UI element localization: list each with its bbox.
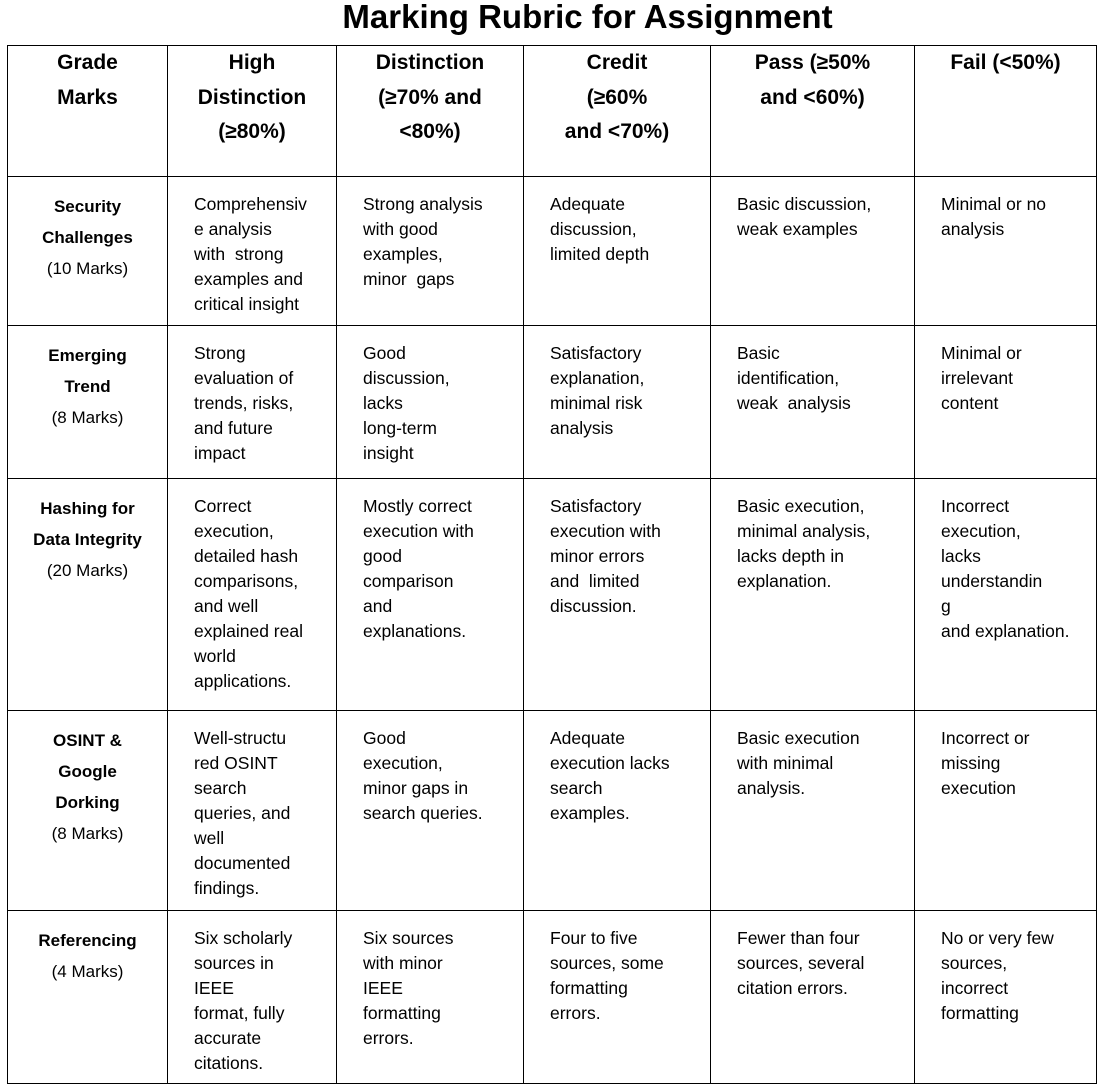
cell-text-line: with minor [363, 953, 443, 973]
cell-text-line: accurate [194, 1028, 262, 1048]
cell-text-line: Mostly correct [363, 496, 472, 516]
cell-text-line: lacks [363, 393, 403, 413]
rubric-cell-pass [711, 326, 915, 479]
rubric-cell-distinction [337, 177, 524, 326]
cell-text-line: Minimal or no [941, 194, 1047, 214]
cell-text-line: discussion. [550, 596, 637, 616]
cell-text-line: examples, [363, 244, 443, 264]
cell-text-line: identification, [737, 368, 840, 388]
cell-text-line: execution, [194, 521, 274, 541]
cell-text-line: comparison [363, 571, 454, 591]
cell-text-line: limited depth [550, 244, 650, 264]
cell-text-line: documented [194, 853, 291, 873]
cell-text-line: Satisfactory [550, 496, 642, 516]
cell-text-line: sources, some [550, 953, 664, 973]
cell-text-line: execution, [363, 753, 443, 773]
cell-text-line: citations. [194, 1053, 264, 1073]
criterion-name: Dorking [55, 793, 120, 812]
cell-text-line: IEEE [194, 978, 234, 998]
header-fail: Fail (<50%) [915, 46, 1097, 177]
rubric-table [7, 45, 1097, 1084]
table-row [8, 911, 1097, 1084]
cell-text-line: Comprehensiv [194, 194, 307, 214]
cell-text-line: well [194, 828, 225, 848]
cell-text-line: execution lacks [550, 753, 670, 773]
cell-text-line: g [941, 596, 951, 616]
criterion-name: Challenges [42, 228, 133, 247]
rubric-cell-credit [524, 177, 711, 326]
cell-text-line: Basic execution, [737, 496, 865, 516]
cell-text-line: citation errors. [737, 978, 848, 998]
cell-text-line: discussion, [550, 219, 637, 239]
cell-text-line: analysis [941, 219, 1005, 239]
cell-text-line: Basic discussion, [737, 194, 872, 214]
criterion-name: OSINT & [53, 731, 122, 750]
criterion-marks: (4 Marks) [51, 962, 124, 981]
cell-text-line: Good [363, 343, 406, 363]
cell-text-line: long-term [363, 418, 437, 438]
rubric-cell-distinction [337, 911, 524, 1084]
cell-text-line: Adequate [550, 194, 625, 214]
cell-text-line: Incorrect or [941, 728, 1030, 748]
cell-text-line: minor gaps in [363, 778, 469, 798]
criterion-name: Google [58, 762, 117, 781]
cell-text-line: applications. [194, 671, 292, 691]
cell-text-line: insight [363, 443, 414, 463]
cell-text-line: execution, [941, 521, 1021, 541]
page-title: Marking Rubric for Assignment [342, 0, 833, 35]
cell-text-line: detailed hash [194, 546, 299, 566]
cell-text-line: format, fully [194, 1003, 285, 1023]
cell-text-line: and future [194, 418, 273, 438]
rubric-cell-fail [915, 711, 1097, 911]
rubric-cell-distinction [337, 326, 524, 479]
cell-text-line: Incorrect [941, 496, 1010, 516]
rubric-cell-pass [711, 177, 915, 326]
cell-text-line: No or very few [941, 928, 1054, 948]
rubric-body [8, 177, 1097, 1084]
criterion-marks: (10 Marks) [46, 259, 129, 278]
criterion-cell [8, 479, 168, 711]
cell-text-line: critical insight [194, 294, 300, 314]
rubric-cell-distinction [337, 479, 524, 711]
cell-text-line: Strong [194, 343, 246, 363]
cell-text-line: irrelevant [941, 368, 1013, 388]
cell-text-line: lacks [941, 546, 981, 566]
cell-text-line: comparisons, [194, 571, 299, 591]
criterion-name: Emerging [48, 346, 127, 365]
cell-text-line: Strong analysis [363, 194, 483, 214]
table-row [8, 479, 1097, 711]
rubric-cell-high-distinction [168, 911, 337, 1084]
header-credit: Credit (≥60% and <70%) [524, 46, 711, 177]
cell-text-line: findings. [194, 878, 260, 898]
cell-text-line: sources, several [737, 953, 865, 973]
cell-text-line: with minimal [737, 753, 834, 773]
cell-text-line: Adequate [550, 728, 625, 748]
cell-text-line: e analysis [194, 219, 272, 239]
criterion-marks: (8 Marks) [51, 824, 124, 843]
cell-text-line: explanation. [737, 571, 832, 591]
cell-text-line: Basic execution [737, 728, 860, 748]
criterion-marks: (8 Marks) [51, 408, 124, 427]
header-grade-marks: Grade Marks [8, 46, 168, 177]
rubric-cell-credit [524, 326, 711, 479]
rubric-cell-high-distinction [168, 479, 337, 711]
cell-text-line: queries, and [194, 803, 291, 823]
cell-text-line: content [941, 393, 999, 413]
criterion-cell [8, 911, 168, 1084]
header-pass: Pass (≥50% and <60%) [711, 46, 915, 177]
rubric-cell-high-distinction [168, 711, 337, 911]
cell-text-line: examples. [550, 803, 630, 823]
cell-text-line: search [550, 778, 603, 798]
cell-text-line: trends, risks, [194, 393, 294, 413]
table-row [8, 177, 1097, 326]
cell-text-line: and explanation. [941, 621, 1070, 641]
cell-text-line: missing [941, 753, 1001, 773]
criterion-name: Trend [64, 377, 111, 396]
header-row [8, 46, 1097, 177]
cell-text-line: search [194, 778, 247, 798]
rubric-cell-fail [915, 911, 1097, 1084]
rubric-cell-fail [915, 479, 1097, 711]
criterion-cell [8, 711, 168, 911]
cell-text-line: Fewer than four [737, 928, 860, 948]
cell-text-line: Satisfactory [550, 343, 642, 363]
cell-text-line: and [363, 596, 393, 616]
rubric-cell-high-distinction [168, 177, 337, 326]
cell-text-line: and well [194, 596, 259, 616]
cell-text-line: and limited [550, 571, 640, 591]
cell-text-line: minor errors [550, 546, 645, 566]
cell-text-line: sources in [194, 953, 274, 973]
criterion-name: Referencing [38, 931, 137, 950]
cell-text-line: Minimal or [941, 343, 1022, 363]
cell-text-line: minimal analysis, [737, 521, 871, 541]
cell-text-line: incorrect [941, 978, 1009, 998]
cell-text-line: IEEE [363, 978, 403, 998]
cell-text-line: impact [194, 443, 246, 463]
table-row [8, 326, 1097, 479]
rubric-cell-distinction [337, 711, 524, 911]
cell-text-line: minor gaps [363, 269, 455, 289]
cell-text-line: Correct [194, 496, 252, 516]
cell-text-line: Four to five [550, 928, 638, 948]
criterion-name: Hashing for [40, 499, 135, 518]
cell-text-line: Six scholarly [194, 928, 293, 948]
criterion-cell [8, 177, 168, 326]
rubric-cell-credit [524, 911, 711, 1084]
rubric-cell-high-distinction [168, 326, 337, 479]
rubric-cell-pass [711, 911, 915, 1084]
cell-text-line: minimal risk [550, 393, 643, 413]
cell-text-line: Six sources [363, 928, 454, 948]
criterion-name: Security [53, 197, 122, 216]
cell-text-line: Basic [737, 343, 780, 363]
cell-text-line: weak analysis [737, 393, 851, 413]
cell-text-line: search queries. [363, 803, 483, 823]
cell-text-line: with strong [194, 244, 284, 264]
rubric-cell-credit [524, 711, 711, 911]
rubric-cell-pass [711, 711, 915, 911]
cell-text-line: execution with [550, 521, 661, 541]
cell-text-line: weak examples [737, 219, 858, 239]
criterion-cell [8, 326, 168, 479]
cell-text-line: explanations. [363, 621, 467, 641]
rubric-cell-fail [915, 177, 1097, 326]
cell-text-line: red OSINT [194, 753, 278, 773]
cell-text-line: evaluation of [194, 368, 294, 388]
header-distinction: Distinction (≥70% and <80%) [337, 46, 524, 177]
cell-text-line: errors. [550, 1003, 601, 1023]
cell-text-line: formatting [363, 1003, 441, 1023]
cell-text-line: Well-structu [194, 728, 287, 748]
cell-text-line: Good [363, 728, 406, 748]
cell-text-line: execution [941, 778, 1016, 798]
cell-text-line: errors. [363, 1028, 414, 1048]
cell-text-line: discussion, [363, 368, 450, 388]
cell-text-line: understandin [941, 571, 1043, 591]
rubric-cell-pass [711, 479, 915, 711]
cell-text-line: good [363, 546, 402, 566]
cell-text-line: lacks depth in [737, 546, 845, 566]
cell-text-line: execution with [363, 521, 474, 541]
criterion-marks: (20 Marks) [46, 561, 129, 580]
cell-text-line: with good [363, 219, 438, 239]
cell-text-line: formatting [941, 1003, 1019, 1023]
cell-text-line: explained real [194, 621, 303, 641]
cell-text-line: sources, [941, 953, 1008, 973]
cell-text-line: explanation, [550, 368, 645, 388]
cell-text-line: formatting [550, 978, 628, 998]
rubric-cell-credit [524, 479, 711, 711]
header-high-distinction: High Distinction (≥80%) [168, 46, 337, 177]
cell-text-line: analysis [550, 418, 614, 438]
criterion-name: Data Integrity [33, 530, 142, 549]
table-row [8, 711, 1097, 911]
rubric-cell-fail [915, 326, 1097, 479]
cell-text-line: world [194, 646, 236, 666]
cell-text-line: analysis. [737, 778, 806, 798]
cell-text-line: examples and [194, 269, 303, 289]
